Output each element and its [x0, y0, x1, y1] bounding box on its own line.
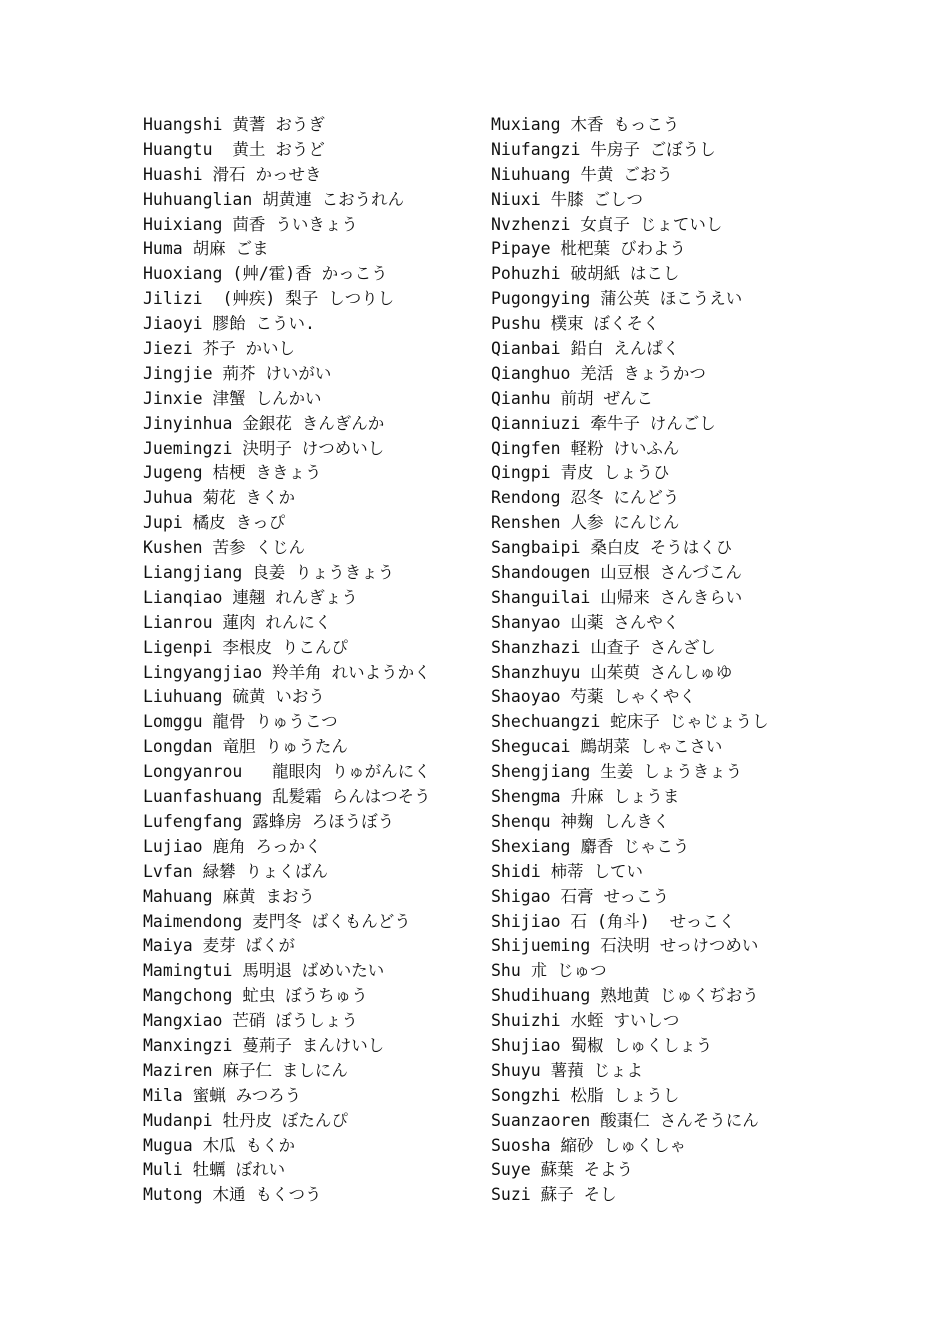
herb-entry: Manxingzi 蔓荊子 まんけいし [143, 1035, 385, 1055]
herb-entry: Jiezi 芥子 かいし [143, 339, 296, 359]
herb-entry: Nvzhenzi 女貞子 じょていし [491, 214, 723, 234]
herb-entry: Qingfen 軽粉 けいふん [491, 438, 680, 458]
herb-entry: Shijueming 石決明 せっけつめい [491, 936, 759, 956]
herb-entry: Shanzhazi 山查子 さんざし [491, 637, 716, 657]
herb-entry: Huoxiang (艸/霍)香 かっこう [143, 264, 388, 284]
herb-entry: Jingjie 荊芥 けいがい [143, 363, 332, 383]
herb-entry: Huma 胡麻 ごま [143, 239, 269, 259]
herb-entry: Songzhi 松脂 しょうし [491, 1085, 680, 1105]
herb-entry: Kushen 苦参 くじん [143, 538, 305, 558]
herb-entry: Shengjiang 生姜 しょうきょう [491, 762, 743, 782]
herb-entry: Ligenpi 李根皮 りこんぴ [143, 637, 348, 657]
herb-entry: Mangchong 虻虫 ぼうちゅう [143, 986, 368, 1006]
herb-entry: Juhua 菊花 きくか [143, 488, 296, 508]
herb-entry: Mamingtui 馬明退 ばめいたい [143, 961, 385, 981]
herb-entry: Qingpi 青皮 しょうひ [491, 463, 670, 483]
herb-entry: Jugeng 桔梗 ききょう [143, 463, 322, 483]
herb-entry: Jupi 橘皮 きっぴ [143, 513, 286, 533]
herb-entry: Pohuzhi 破胡紙 はこし [491, 264, 680, 284]
herb-entry: Mangxiao 芒硝 ぼうしょう [143, 1011, 358, 1031]
herb-entry: Shujiao 蜀椒 しゅくしょう [491, 1035, 713, 1055]
herb-entry: Huixiang 茴香 ういきょう [143, 214, 358, 234]
herb-entry: Shijiao 石 (角斗) せっこく [491, 911, 736, 931]
herb-entry: Maiya 麦芽 ばくが [143, 936, 296, 956]
herb-entry: Shidi 柿蒂 してい [491, 861, 644, 881]
herb-entry: Qianghuo 羌活 きょうかつ [491, 363, 706, 383]
herb-entry: Longyanrou 龍眼肉 りゅがんにく [143, 762, 431, 782]
right-column [491, 113, 921, 1208]
herb-entry: Muli 牡蠣 ぼれい [143, 1160, 286, 1180]
herb-entry: Huhuanglian 胡黄連 こおうれん [143, 189, 405, 209]
herb-entry: Jinyinhua 金銀花 きんぎんか [143, 413, 385, 433]
herb-entry: Sangbaipi 桑白皮 そうはくひ [491, 538, 733, 558]
herb-entry: Niuhuang 牛黄 ごおう [491, 164, 673, 184]
herb-entry: Pipaye 枇杷葉 びわよう [491, 239, 686, 259]
herb-entry: Mudanpi 牡丹皮 ぼたんぴ [143, 1110, 348, 1130]
herb-entry: Shaoyao 芍薬 しゃくやく [491, 687, 696, 707]
herb-entry: Shandougen 山豆根 さんづこん [491, 563, 742, 583]
herb-entry: Lvfan 緑礬 りょくばん [143, 861, 329, 881]
herb-entry: Rendong 忍冬 にんどう [491, 488, 680, 508]
herb-entry: Lingyangjiao 羚羊角 れいようかく [143, 662, 431, 682]
herb-entry: Juemingzi 決明子 けつめいし [143, 438, 385, 458]
herb-entry: Liuhuang 硫黄 いおう [143, 687, 325, 707]
herb-entry: Lomggu 龍骨 りゅうこつ [143, 712, 338, 732]
herb-entry: Mahuang 麻黄 まおう [143, 886, 315, 906]
herb-entry: Lianrou 蓮肉 れんにく [143, 612, 332, 632]
herb-entry: Jinxie 津蟹 しんかい [143, 388, 322, 408]
herb-entry: Suye 蘇葉 そよう [491, 1160, 634, 1180]
herb-entry: Mugua 木瓜 もくか [143, 1135, 296, 1155]
herb-entry: Shu 朮 じゅつ [491, 961, 607, 981]
left-column [143, 113, 483, 1208]
herb-entry: Lujiao 鹿角 ろっかく [143, 836, 322, 856]
herb-entry: Longdan 竜胆 りゅうたん [143, 737, 348, 757]
herb-entry: Lianqiao 連翹 れんぎょう [143, 587, 358, 607]
herb-entry: Shegucai 鷓胡菜 しゃこさい [491, 737, 723, 757]
herb-entry: Qianhu 前胡 ぜんこ [491, 388, 653, 408]
herb-entry: Shengma 升麻 しょうま [491, 787, 680, 807]
herb-entry: Jiaoyi 膠飴 こうい. [143, 314, 315, 334]
herb-entry: Shechuangzi 蛇床子 じゃじょうし [491, 712, 769, 732]
herb-entry: Jilizi (艸疾) 梨子 しつりし [143, 289, 395, 309]
herb-entry: Huangshi 黄蓍 おうぎ [143, 115, 325, 134]
herb-entry: Shigao 石膏 せっこう [491, 886, 670, 906]
herb-entry: Liangjiang 良姜 りょうきょう [143, 563, 395, 583]
herb-entry: Mutong 木通 もくつう [143, 1185, 322, 1205]
herb-entry: Renshen 人参 にんじん [491, 513, 680, 533]
herb-entry: Shanguilai 山帰来 さんきらい [491, 587, 743, 607]
herb-entry: Qianbai 鉛白 えんぱく [491, 339, 680, 359]
herb-entry: Muxiang 木香 もっこう [491, 115, 680, 134]
herb-entry: Lufengfang 露蜂房 ろほうぼう [143, 811, 395, 831]
herb-entry: Huangtu 黄土 おうど [143, 139, 325, 159]
herb-entry: Suzi 蘇子 そし [491, 1185, 617, 1205]
herb-entry: Maziren 麻子仁 ましにん [143, 1060, 348, 1080]
herb-entry: Shanyao 山薬 さんやく [491, 612, 680, 632]
herb-entry: Shexiang 麝香 じゃこう [491, 836, 690, 856]
herb-entry: Maimendong 麦門冬 ばくもんどう [143, 911, 411, 931]
herb-entry: Shuizhi 水蛭 すいしつ [491, 1011, 680, 1031]
herb-entry: Suosha 縮砂 しゅくしゃ [491, 1135, 686, 1155]
herb-entry: Shudihuang 熟地黄 じゅくぢおう [491, 986, 759, 1006]
herb-entry: Huashi 滑石 かっせき [143, 164, 322, 184]
herb-entry: Niuxi 牛膝 ごしつ [491, 189, 644, 209]
herb-entry: Qianniuzi 牽牛子 けんごし [491, 413, 716, 433]
herb-entry: Pushu 樸束 ぼくそく [491, 314, 660, 334]
herb-entry: Shuyu 薯蕷 じょよ [491, 1060, 644, 1080]
herb-entry: Pugongying 蒲公英 ほこうえい [491, 289, 743, 309]
herb-entry: Shenqu 神麹 しんきく [491, 811, 670, 831]
herb-entry: Luanfashuang 乱髪霜 らんはつそう [143, 787, 431, 807]
herb-entry: Suanzaoren 酸棗仁 さんそうにん [491, 1110, 759, 1130]
herb-entry: Shanzhuyu 山茱萸 さんしゅゆ [491, 662, 733, 682]
herb-entry: Niufangzi 牛房子 ごぼうし [491, 139, 716, 159]
herb-entry: Mila 蜜蝋 みつろう [143, 1085, 302, 1105]
